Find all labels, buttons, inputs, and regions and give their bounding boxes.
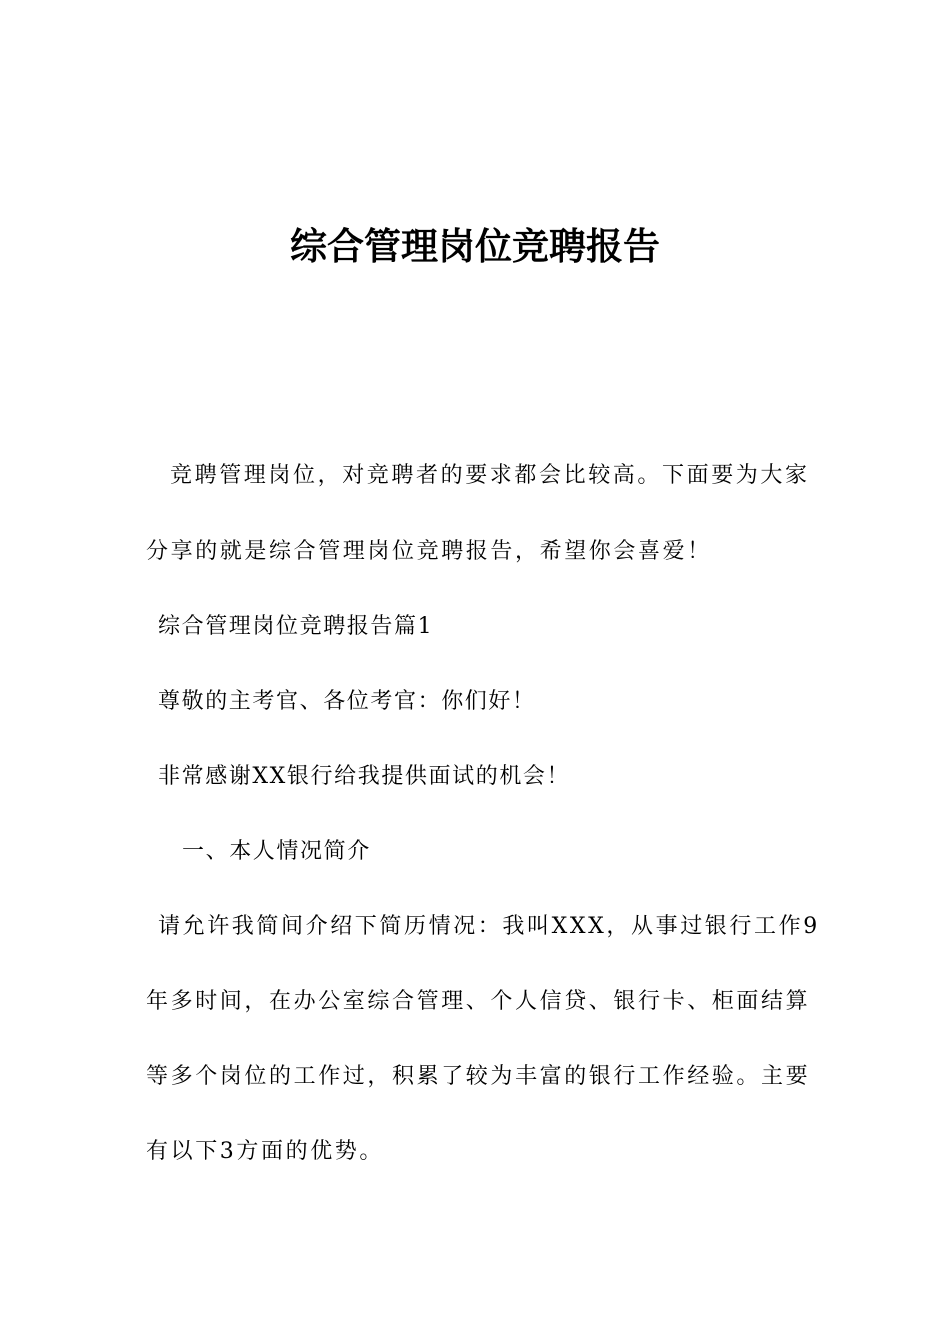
subsection-heading: 一、本人情况简介	[182, 839, 371, 864]
paragraph-line: 等多个岗位的工作过，积累了较为丰富的银行工作经验。主要	[146, 1064, 811, 1089]
paragraph-line: 年多时间，在办公室综合管理、个人信贷、银行卡、柜面结算	[146, 989, 811, 1014]
paragraph-line: 分享的就是综合管理岗位竞聘报告，希望你会喜爱！	[146, 539, 712, 564]
section-heading: 综合管理岗位竞聘报告篇1	[158, 614, 434, 639]
salutation: 尊敬的主考官、各位考官：你们好！	[158, 689, 536, 714]
paragraph-line: 非常感谢XX银行给我提供面试的机会！	[158, 764, 571, 789]
paragraph-line: 竞聘管理岗位，对竞聘者的要求都会比较高。下面要为大家	[170, 463, 810, 488]
document-title: 综合管理岗位竞聘报告	[290, 225, 660, 268]
paragraph-line: 有以下3方面的优势。	[146, 1139, 384, 1164]
paragraph-line: 请允许我简间介绍下简历情况：我叫XXX，从事过银行工作9	[158, 914, 820, 939]
